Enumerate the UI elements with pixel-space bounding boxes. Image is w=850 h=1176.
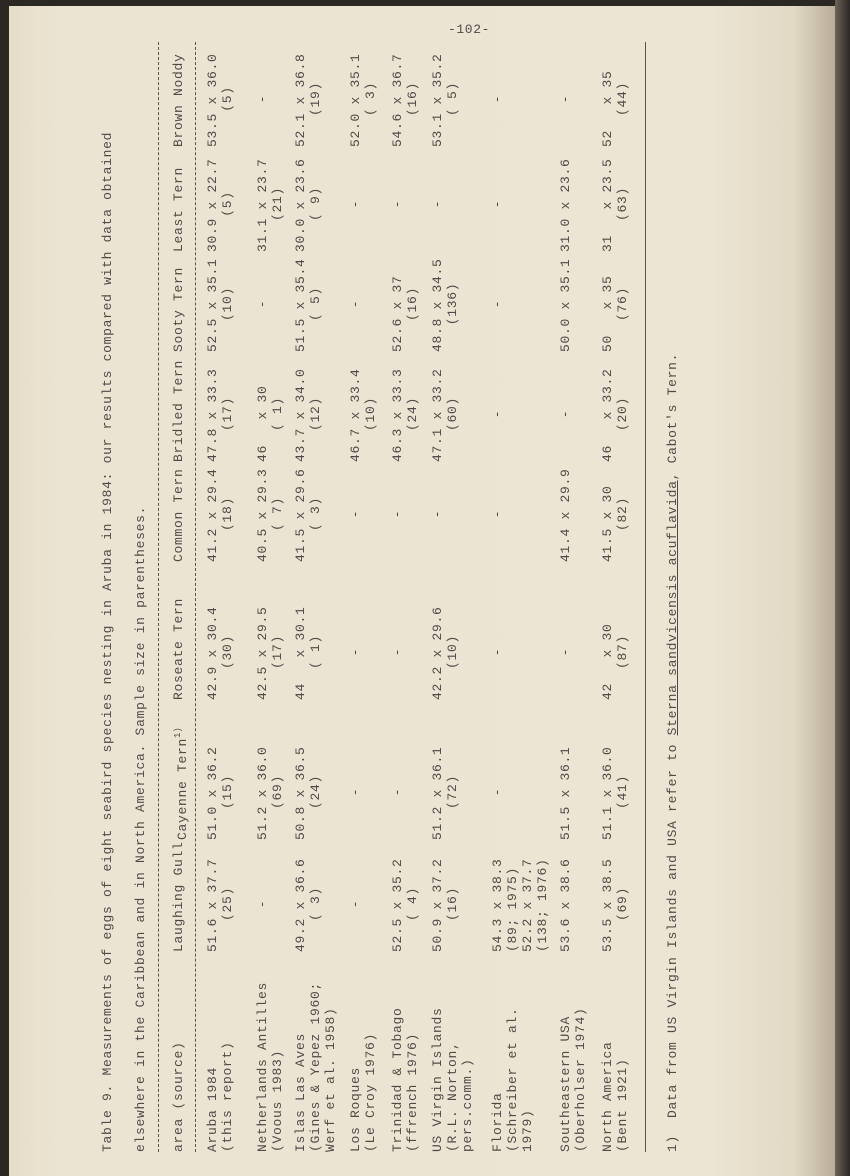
egg-measurement-cell [390, 366, 420, 462]
header-cayenne-tern-label: Cayenne Tern [175, 737, 190, 840]
row-area-source [390, 1007, 420, 1152]
egg-dimensions: 31 x 23.5 [600, 158, 615, 252]
egg-dimensions: 52.5 x 35.1 [205, 258, 220, 352]
egg-measurement-cell [205, 51, 235, 147]
egg-measurement-cell [600, 604, 630, 700]
egg-measurement-cell [205, 156, 235, 252]
egg-measurement-cell [430, 366, 460, 462]
row-area-source [490, 1007, 535, 1152]
egg-measurement-cell [205, 256, 235, 352]
egg-dimensions: 42.9 x 30.4 [205, 606, 220, 700]
egg-measurement-cell [600, 856, 630, 952]
sample-size: (16) [445, 887, 460, 922]
egg-measurement-cell [490, 466, 505, 562]
egg-measurement-cell [490, 856, 550, 952]
egg-measurement-cell [558, 51, 573, 147]
area-text: (Schreiber et al. [505, 1007, 520, 1152]
footnote [665, 353, 680, 1152]
egg-dimensions: 40.5 x 29.3 [255, 468, 270, 562]
egg-dimensions: - [490, 647, 505, 657]
egg-measurement-cell [600, 51, 630, 147]
area-text: (this report) [220, 1041, 235, 1152]
egg-measurement-cell [430, 256, 460, 352]
egg-measurement-cell [205, 366, 235, 462]
area-text: (Le Croy 1976) [363, 1032, 378, 1152]
rotated-table-block [95, 0, 715, 1152]
egg-dimensions: - [390, 787, 405, 797]
egg-measurement-cell [600, 744, 630, 840]
egg-measurement-cell [205, 744, 235, 840]
sample-size: (41) [615, 775, 630, 810]
egg-measurement-cell [255, 156, 285, 252]
sample-size: ( 9) [308, 187, 323, 222]
egg-measurement-cell [390, 256, 420, 352]
egg-measurement-cell [430, 51, 460, 147]
egg-dimensions: 51.1 x 36.0 [600, 746, 615, 840]
egg-measurement-cell [255, 856, 270, 952]
egg-dimensions: - [348, 199, 363, 209]
sample-size: ( 1) [270, 397, 285, 432]
egg-dimensions: 48.8 x 34.5 [430, 258, 445, 352]
egg-dimensions: - [490, 509, 505, 519]
sample-size: (15) [220, 775, 235, 810]
egg-dimensions: 52.6 x 37 [390, 275, 405, 352]
area-text: Los Roques [348, 1066, 363, 1152]
egg-measurement-cell [205, 856, 235, 952]
area-text: (R.L. Norton, [445, 1041, 460, 1152]
footnote-species-name: Sterna sandvicensis acuflavida [665, 480, 680, 736]
egg-measurement-cell [390, 744, 405, 840]
egg-dimensions: - [255, 94, 270, 104]
area-text: Trinidad & Tobago [390, 1007, 405, 1152]
egg-dimensions: - [348, 509, 363, 519]
egg-dimensions: - [430, 509, 445, 519]
sample-size: (10) [220, 287, 235, 322]
egg-measurement-cell [490, 256, 505, 352]
sample-size: (76) [615, 287, 630, 322]
egg-measurement-cell [558, 604, 573, 700]
sample-size: (69) [270, 775, 285, 810]
area-text: (Bent 1921) [615, 1058, 630, 1152]
egg-dimensions: 41.2 x 29.4 [205, 468, 220, 562]
sample-size: (17) [270, 635, 285, 670]
egg-dimensions: 53.1 x 35.2 [430, 53, 445, 147]
egg-measurement-cell [205, 466, 235, 562]
egg-dimensions: 51.2 x 36.1 [430, 746, 445, 840]
egg-dimensions: 44 x 30.1 [293, 606, 308, 700]
sample-size: (21) [270, 187, 285, 222]
egg-measurement-cell [205, 604, 235, 700]
egg-measurement-cell [558, 744, 573, 840]
sample-size: (16) [405, 82, 420, 117]
sample-size: (19) [308, 82, 323, 117]
row-area-source [293, 982, 338, 1152]
egg-dimensions: 51.5 x 36.1 [558, 746, 573, 840]
sample-size: (87) [615, 635, 630, 670]
egg-measurement-cell [490, 744, 505, 840]
egg-dimensions: 41.4 x 29.9 [558, 468, 573, 562]
sample-size: (18) [220, 497, 235, 532]
sample-size: (82) [615, 497, 630, 532]
egg-dimensions: - [390, 509, 405, 519]
egg-measurement-cell [255, 466, 285, 562]
area-text: pers.comm.) [460, 1058, 475, 1152]
area-text: (Oberholser 1974) [573, 1007, 588, 1152]
sample-size: (69) [615, 887, 630, 922]
sample-size: ( 5) [308, 287, 323, 322]
egg-measurement-cell [293, 856, 323, 952]
sample-size: (72) [445, 775, 460, 810]
egg-dimensions: 31.0 x 23.6 [558, 158, 573, 252]
egg-dimensions: 51.2 x 36.0 [255, 746, 270, 840]
egg-measurement-cell [390, 604, 405, 700]
egg-dimensions: 53.5 x 38.5 [600, 858, 615, 952]
table-top-rule [158, 42, 159, 1152]
footnote-text: Data from US Virgin Islands and USA refer to [665, 735, 680, 1118]
egg-dimensions: - [490, 299, 505, 309]
egg-measurement-cell [255, 51, 270, 147]
footnote-text-end: , Cabot's Tern. [665, 352, 680, 481]
sample-size: ( 7) [270, 497, 285, 532]
area-text: North America [600, 1041, 615, 1152]
header-area: area (source) [171, 1041, 186, 1152]
area-text: (Gines & Yepez 1960; [308, 981, 323, 1152]
header-laughing-gull: Laughing Gull [171, 841, 186, 952]
egg-dimensions: 52.0 x 35.1 [348, 53, 363, 147]
table-caption-line-2: elsewhere in the Caribbean and in North America. Sample size in parentheses. [133, 505, 148, 1152]
area-text: Florida [490, 1092, 505, 1152]
row-area-source [255, 982, 285, 1152]
egg-dimensions: - [558, 409, 573, 419]
egg-dimensions: 50.9 x 37.2 [430, 858, 445, 952]
egg-dimensions: - [255, 299, 270, 309]
footnote-mark: 1) [173, 727, 183, 738]
row-area-source [558, 1007, 588, 1152]
table-bottom-rule [645, 42, 646, 1152]
egg-dimensions: 47.1 x 33.2 [430, 368, 445, 462]
egg-dimensions: 49.2 x 36.6 [293, 858, 308, 952]
egg-dimensions: 30.0 x 23.6 [293, 158, 308, 252]
egg-dimensions: - [490, 409, 505, 419]
egg-measurement-cell [390, 51, 420, 147]
egg-dimensions: 41.5 x 30 [600, 485, 615, 562]
egg-dimensions: 51.6 x 37.7 [205, 858, 220, 952]
area-text: US Virgin Islands [430, 1007, 445, 1152]
egg-measurement-cell [558, 856, 573, 952]
egg-measurement-cell [600, 366, 630, 462]
egg-dimensions: 50.0 x 35.1 [558, 258, 573, 352]
egg-measurement-cell [558, 466, 573, 562]
egg-measurement-cell [255, 744, 285, 840]
area-text: Islas Las Aves [293, 1032, 308, 1152]
egg-measurement-cell [600, 256, 630, 352]
egg-dimensions: 52 x 35 [600, 70, 615, 147]
egg-measurement-cell [348, 466, 363, 562]
egg-measurement-cell [255, 366, 285, 462]
egg-dimensions: 53.6 x 38.6 [558, 858, 573, 952]
egg-measurement-cell [390, 156, 405, 252]
sample-size: (5) [220, 191, 235, 217]
egg-dimensions: 41.5 x 29.6 [293, 468, 308, 562]
egg-measurement-cell [490, 156, 505, 252]
egg-dimensions: 46.7 x 33.4 [348, 368, 363, 462]
egg-measurement-cell [558, 366, 573, 462]
egg-measurement-cell [293, 51, 323, 147]
egg-measurement-cell [348, 366, 378, 462]
sample-size: ( 3) [308, 887, 323, 922]
area-text: (Voous 1983) [270, 1049, 285, 1152]
sample-size: (30) [220, 635, 235, 670]
egg-dimensions: 50 x 35 [600, 275, 615, 352]
egg-measurement-cell [293, 744, 323, 840]
egg-measurement-cell [348, 604, 363, 700]
header-rule [195, 42, 196, 1152]
sample-size: (10) [445, 635, 460, 670]
sample-size: (136) [445, 282, 460, 326]
egg-dimensions: 42.5 x 29.5 [255, 606, 270, 700]
egg-measurement-cell [293, 256, 323, 352]
egg-dimensions: 30.9 x 22.7 [205, 158, 220, 252]
area-text: Netherlands Antilles [255, 981, 270, 1152]
row-area-source [205, 1041, 235, 1152]
egg-measurement-cell [430, 856, 460, 952]
egg-measurement-cell [348, 256, 363, 352]
sample-size: (138; 1976) [535, 858, 550, 952]
egg-dimensions: 52.1 x 36.8 [293, 53, 308, 147]
egg-dimensions: 31.1 x 23.7 [255, 158, 270, 252]
sample-size: (5) [220, 86, 235, 112]
sample-size: ( 3) [363, 82, 378, 117]
egg-dimensions: - [430, 199, 445, 209]
table-caption-line-1: Table 9. Measurements of eggs of eight seabird species nesting in Aruba in 1984: our results compared with data obtained [100, 131, 115, 1152]
egg-dimensions: - [490, 94, 505, 104]
sample-size: (44) [615, 82, 630, 117]
page-binding-edge [835, 0, 850, 1176]
egg-dimensions: - [348, 299, 363, 309]
egg-dimensions: 47.8 x 33.3 [205, 368, 220, 462]
egg-measurement-cell [430, 156, 445, 252]
page-number: -102- [448, 22, 491, 37]
sample-size: (63) [615, 187, 630, 222]
sample-size: (20) [615, 397, 630, 432]
egg-measurement-cell [390, 466, 405, 562]
egg-dimensions: 50.8 x 36.5 [293, 746, 308, 840]
egg-dimensions: - [390, 199, 405, 209]
egg-dimensions: 52.5 x 35.2 [390, 858, 405, 952]
egg-measurement-cell [293, 604, 323, 700]
egg-measurement-cell [430, 466, 445, 562]
sample-size: (25) [220, 887, 235, 922]
egg-measurement-cell [600, 466, 630, 562]
egg-measurement-cell [558, 156, 573, 252]
egg-dimensions: 42.2 x 29.6 [430, 606, 445, 700]
header-bridled-tern: Bridled Tern [171, 359, 186, 462]
egg-dimensions: - [490, 787, 505, 797]
area-text: (ffrench 1976) [405, 1032, 420, 1152]
egg-dimensions: 52.2 x 37.7 [520, 858, 535, 952]
sample-size: (10) [363, 397, 378, 432]
egg-measurement-cell [255, 604, 285, 700]
sample-size: ( 4) [405, 887, 420, 922]
header-brown-noddy: Brown Noddy [171, 53, 186, 147]
egg-measurement-cell [600, 156, 630, 252]
egg-dimensions: 51.5 x 35.4 [293, 258, 308, 352]
row-area-source [348, 1033, 378, 1152]
egg-measurement-cell [255, 256, 270, 352]
row-area-source [600, 1041, 630, 1152]
egg-dimensions: 42 x 30 [600, 623, 615, 700]
sample-size: (24) [308, 775, 323, 810]
egg-measurement-cell [430, 744, 460, 840]
egg-dimensions: - [348, 899, 363, 909]
egg-dimensions: 46 x 30 [255, 385, 270, 462]
egg-dimensions: 43.7 x 34.0 [293, 368, 308, 462]
egg-dimensions: 46 x 33.2 [600, 368, 615, 462]
egg-measurement-cell [490, 604, 505, 700]
egg-dimensions: 46.3 x 33.3 [390, 368, 405, 462]
egg-measurement-cell [490, 366, 505, 462]
sample-size: ( 1) [308, 635, 323, 670]
egg-dimensions: 53.5 x 36.0 [205, 53, 220, 147]
egg-dimensions: - [255, 899, 270, 909]
egg-dimensions: - [558, 94, 573, 104]
egg-measurement-cell [293, 156, 323, 252]
egg-measurement-cell [348, 744, 363, 840]
row-area-source [430, 1007, 475, 1152]
sample-size: ( 3) [308, 497, 323, 532]
sample-size: (60) [445, 397, 460, 432]
egg-measurement-cell [348, 856, 363, 952]
header-roseate-tern: Roseate Tern [171, 597, 186, 700]
header-least-tern: Least Tern [171, 166, 186, 252]
header-sooty-tern: Sooty Tern [171, 266, 186, 352]
sample-size: ( 5) [445, 82, 460, 117]
header-common-tern: Common Tern [171, 468, 186, 562]
header-cayenne-tern [171, 727, 190, 840]
egg-dimensions: 51.0 x 36.2 [205, 746, 220, 840]
egg-dimensions: - [490, 199, 505, 209]
egg-measurement-cell [293, 366, 323, 462]
egg-measurement-cell [348, 156, 363, 252]
egg-dimensions: - [348, 647, 363, 657]
egg-dimensions: - [558, 647, 573, 657]
egg-measurement-cell [490, 51, 505, 147]
egg-measurement-cell [390, 856, 420, 952]
sample-size: (16) [405, 287, 420, 322]
egg-dimensions: 54.6 x 36.7 [390, 53, 405, 147]
area-text: Werf et al. 1958) [323, 1007, 338, 1152]
egg-dimensions: - [390, 647, 405, 657]
area-text: 1979) [520, 1109, 535, 1152]
sample-size: (24) [405, 397, 420, 432]
area-text: Aruba 1984 [205, 1066, 220, 1152]
egg-measurement-cell [558, 256, 573, 352]
egg-dimensions: 54.3 x 38.3 [490, 858, 505, 952]
egg-measurement-cell [293, 466, 323, 562]
sample-size: (17) [220, 397, 235, 432]
footnote-mark: 1) [665, 1134, 680, 1152]
sample-size: (12) [308, 397, 323, 432]
sample-size: (89; 1975) [505, 866, 520, 952]
egg-measurement-cell [430, 604, 460, 700]
egg-dimensions: - [348, 787, 363, 797]
area-text: Southeastern USA [558, 1015, 573, 1152]
egg-measurement-cell [348, 51, 378, 147]
